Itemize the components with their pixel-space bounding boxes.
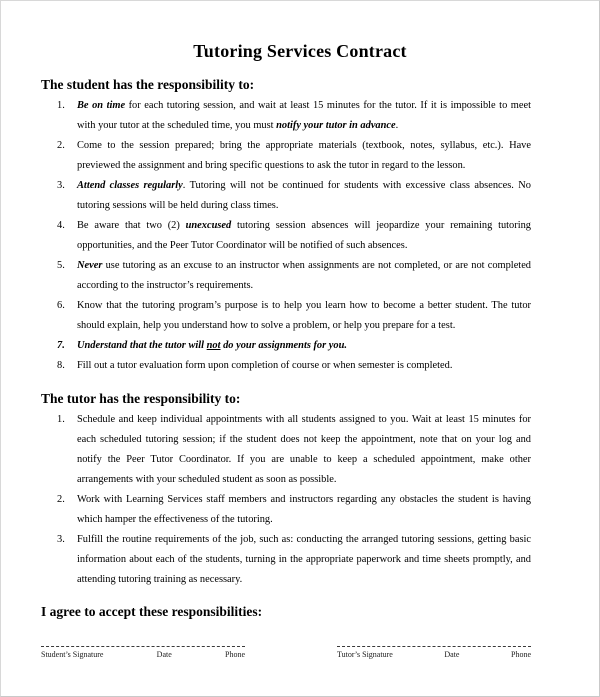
- student-responsibilities-section: [41, 77, 531, 376]
- list-item: [41, 256, 531, 296]
- student-section-heading: The student has the responsibility to:: [41, 77, 255, 92]
- list-item: [41, 356, 531, 376]
- student-phone-label: Phone: [225, 650, 245, 659]
- student-date-label: Date: [156, 650, 172, 659]
- list-item-text: Fulfill the routine requirements of the job, such as: conducting the arranged tutoring sessions, getting basic information about each of the students, turning in the appropriate paperwork and time sheets promptly, and attending tutoring training as necessary.: [77, 534, 531, 585]
- list-item-number: 1.: [57, 100, 65, 111]
- tutor-responsibilities-section: [41, 391, 531, 590]
- list-item-text: Be on time for each tutoring session, and wait at least 15 minutes for the tutor. If it is impossible to meet with your tutor at the scheduled time, you must notify your tutor in advance.: [77, 100, 531, 131]
- list-item-text: Be aware that two (2) unexcused tutoring session absences will jeopardize your remaining tutoring opportunities, and the Peer Tutor Coordinator will be notified of such absences.: [77, 220, 531, 251]
- list-item: [41, 530, 531, 590]
- list-item: [41, 410, 531, 490]
- list-item-number: 3.: [57, 534, 65, 545]
- document-title: Tutoring Services Contract: [193, 41, 407, 61]
- list-item-text: Never use tutoring as an excuse to an instructor when assignments are not completed, or are not completed according to the instructor’s requirements.: [77, 260, 531, 291]
- list-item-text: Come to the session prepared; bring the appropriate materials (textbook, notes, syllabus, etc.). Have previewed the assignment and bring specific questions to ask the tutor in regard to the lesson.: [77, 140, 531, 171]
- tutor-phone-label: Phone: [511, 650, 531, 659]
- list-item-text: Attend classes regularly. Tutoring will not be continued for students with excessive class absences. No tutoring sessions will be held during class times.: [77, 180, 531, 211]
- list-item: [41, 216, 531, 256]
- list-item: [41, 490, 531, 530]
- list-item: [41, 176, 531, 216]
- signature-row: [41, 646, 531, 659]
- list-item-number: 6.: [57, 300, 65, 311]
- tutor-signature-block: [337, 646, 531, 659]
- tutor-responsibilities-list: [41, 410, 531, 590]
- list-item: [41, 96, 531, 136]
- tutor-section-heading: The tutor has the responsibility to:: [41, 391, 241, 406]
- list-item-number: 2.: [57, 140, 65, 151]
- list-item-number: 4.: [57, 220, 65, 231]
- list-item-text: Work with Learning Services staff members and instructors regarding any obstacles the student is having which hamper the effectiveness of the tutoring.: [77, 494, 531, 525]
- student-signature-labels: [41, 650, 245, 659]
- list-item-number: 2.: [57, 494, 65, 505]
- document-content: [1, 77, 599, 659]
- list-item-number: 1.: [57, 414, 65, 425]
- list-item: [41, 136, 531, 176]
- list-item-number: 7.: [57, 340, 65, 351]
- tutor-signature-labels: [337, 650, 531, 659]
- student-signature-line: [41, 646, 245, 647]
- student-signature-label: Student’s Signature: [41, 650, 104, 659]
- list-item-text: Schedule and keep individual appointments with all students assigned to you. Wait at least 15 minutes for each scheduled tutoring session; if the student does not keep the appointment, note that on your log and notify the Peer Tutor Coordinator. If you are unable to keep a scheduled appointment, make other arrangements with your scheduled student as soon as possible.: [77, 414, 531, 485]
- list-item: [41, 336, 531, 356]
- tutor-signature-line: [337, 646, 531, 647]
- list-item-text: Understand that the tutor will not do your assignments for you.: [77, 340, 347, 351]
- list-item-number: 5.: [57, 260, 65, 271]
- list-item-text: Know that the tutoring program’s purpose is to help you learn how to become a better student. The tutor should explain, help you understand how to solve a problem, or help you prepare for a test.: [77, 300, 531, 331]
- tutor-date-label: Date: [444, 650, 460, 659]
- student-signature-block: [41, 646, 245, 659]
- agreement-heading: I agree to accept these responsibilities:: [41, 604, 263, 619]
- student-responsibilities-list: [41, 96, 531, 376]
- list-item-text: Fill out a tutor evaluation form upon completion of course or when semester is completed.: [77, 360, 453, 371]
- list-item: [41, 296, 531, 336]
- tutor-signature-label: Tutor’s Signature: [337, 650, 393, 659]
- list-item-number: 8.: [57, 360, 65, 371]
- list-item-number: 3.: [57, 180, 65, 191]
